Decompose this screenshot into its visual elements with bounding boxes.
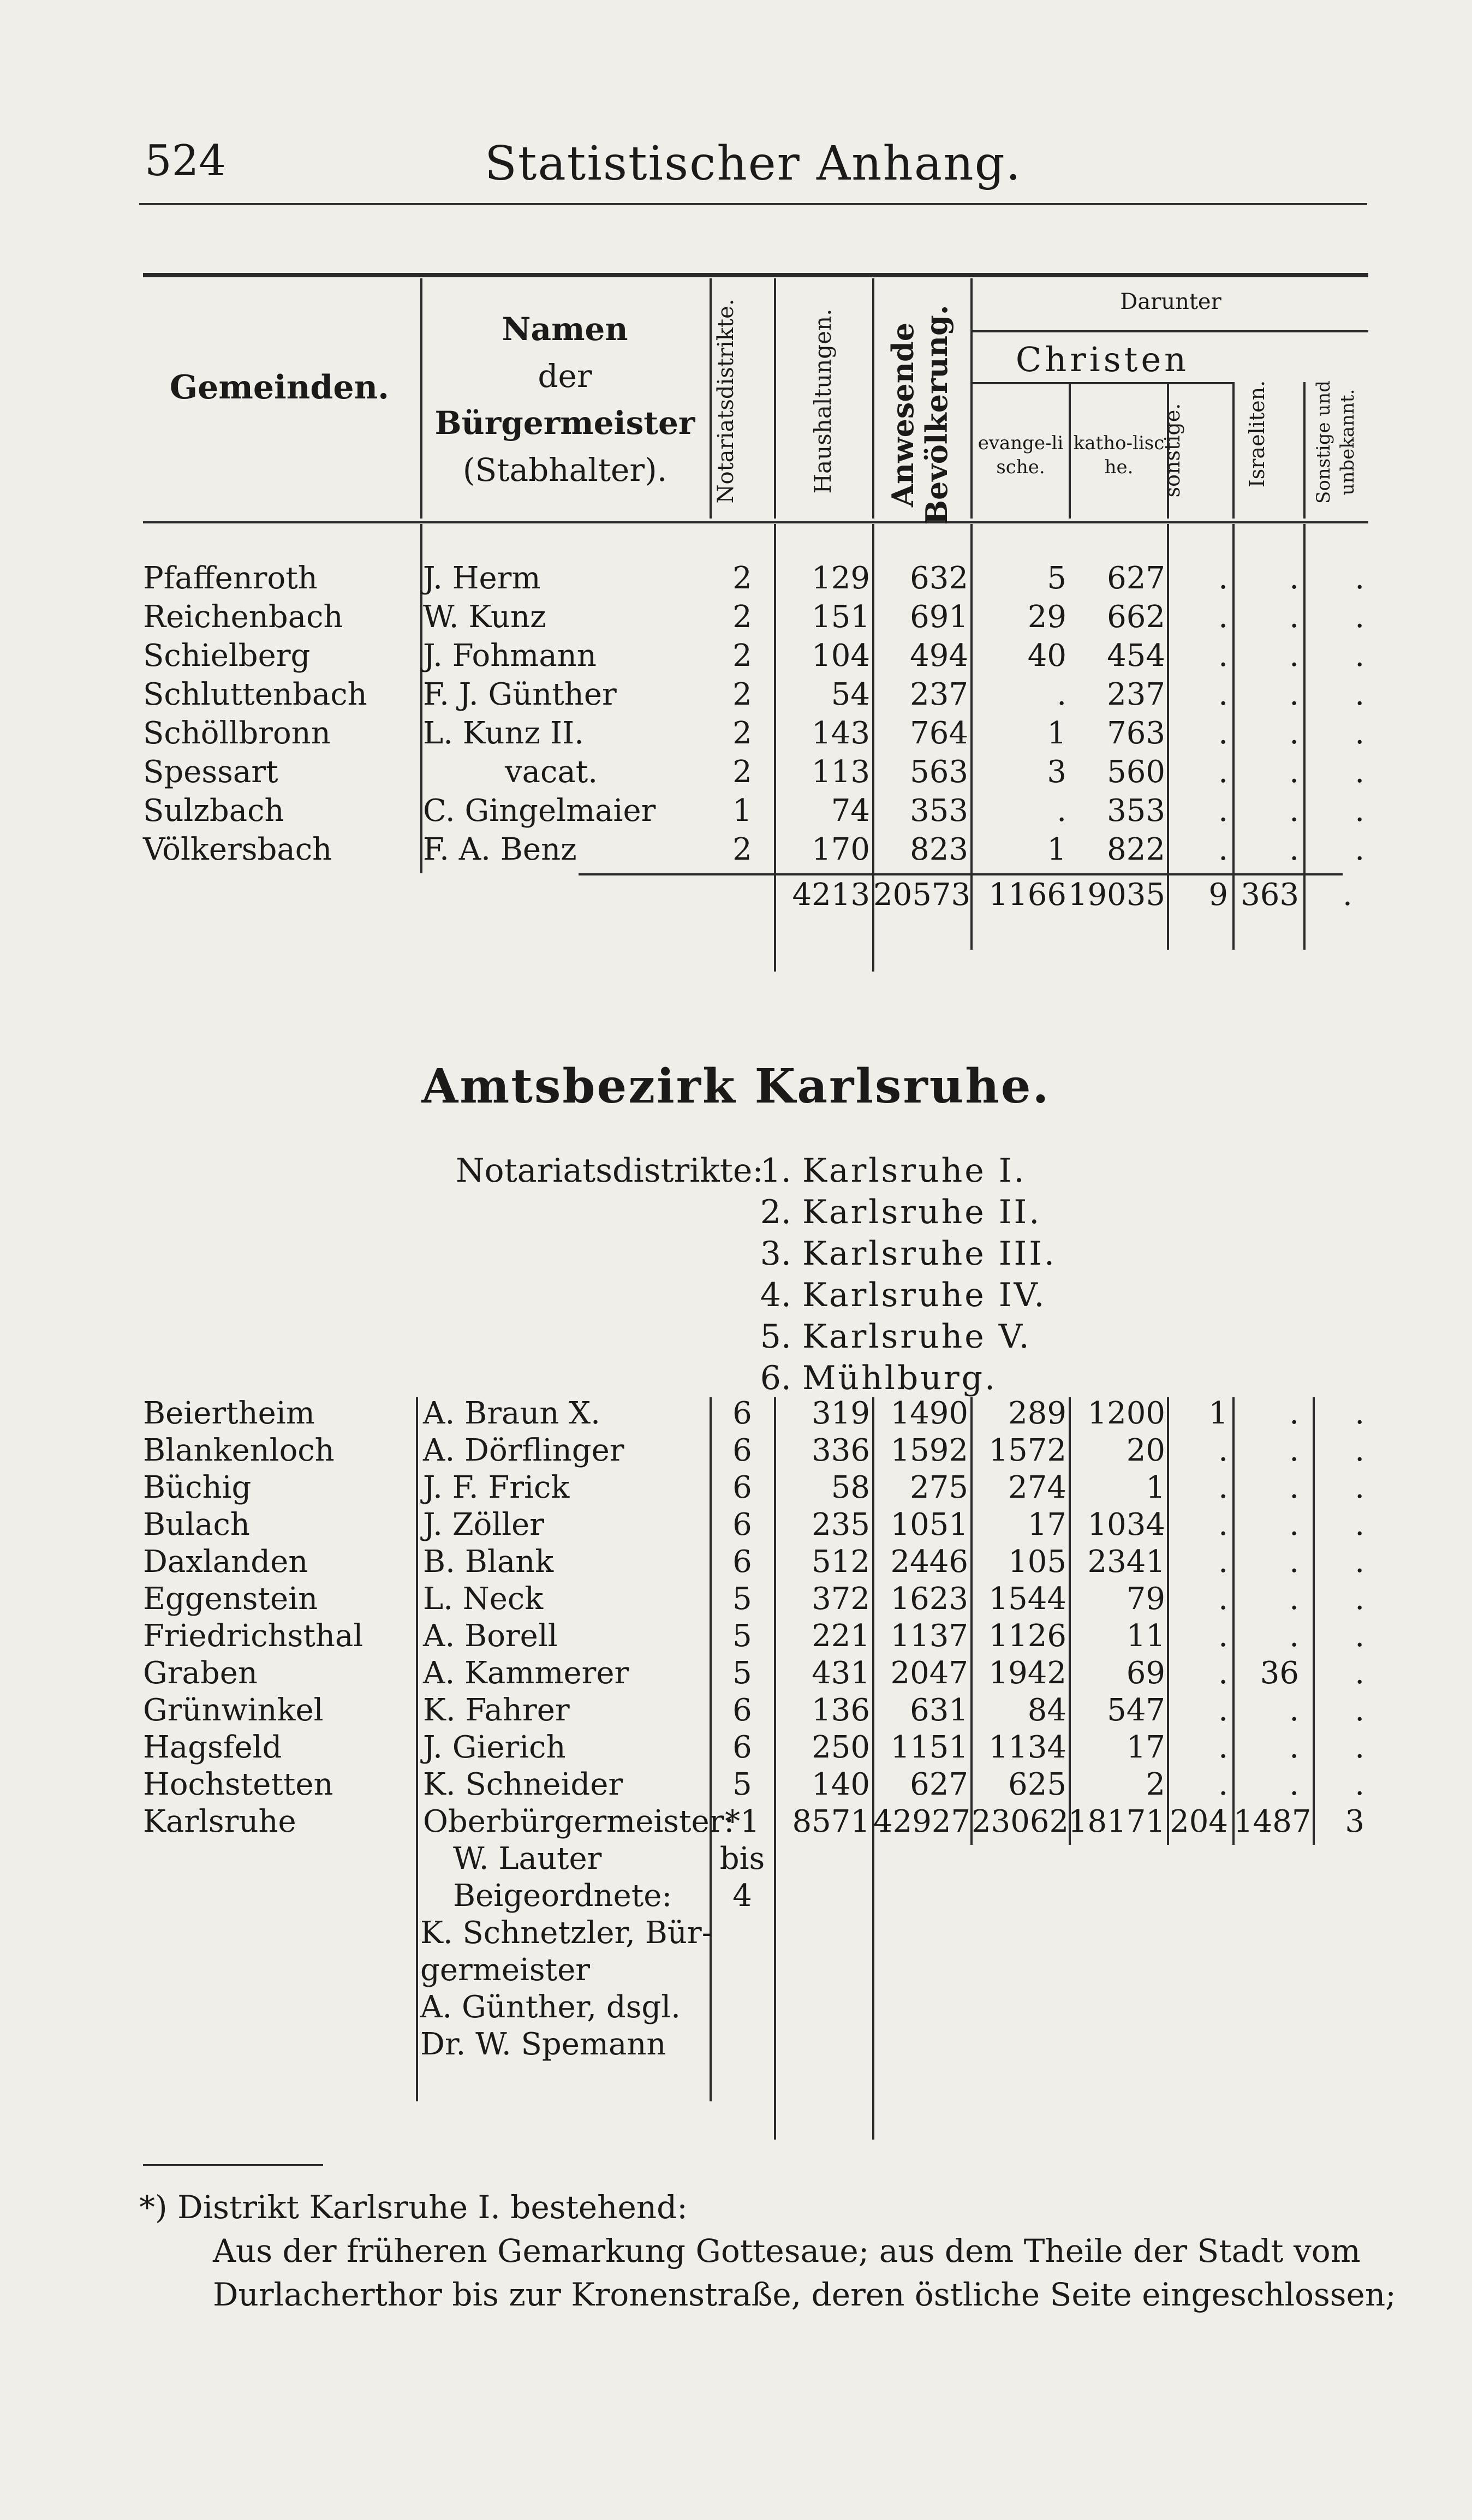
col-katholische: katho-lische. xyxy=(1073,432,1165,478)
table-row xyxy=(0,1395,1472,1433)
table-top-rule xyxy=(143,273,1368,277)
cell-haushaltungen: 336 xyxy=(812,1433,870,1468)
cell-haushaltungen: 129 xyxy=(812,561,870,596)
cell-sonstige: . xyxy=(1218,832,1228,867)
cell-unbekannt: . xyxy=(1355,716,1364,751)
cell-notariatsdistrikt: 2 xyxy=(732,716,752,751)
cell-evangelische: 105 xyxy=(1008,1544,1066,1580)
cell-bevoelkerung: 2047 xyxy=(890,1655,968,1691)
cell-gemeinde: Sulzbach xyxy=(143,793,284,829)
cell-buergermeister: J. Fohmann xyxy=(423,638,597,674)
cell-gemeinde: Spessart xyxy=(143,754,278,790)
cell-bevoelkerung: 627 xyxy=(910,1767,968,1802)
cell-gemeinde: Hochstetten xyxy=(143,1767,333,1802)
cell-israeliten: 36 xyxy=(1260,1655,1299,1691)
cell-evangelische: 1 xyxy=(1047,832,1066,867)
cell-unbekannt: . xyxy=(1355,1693,1364,1728)
cell-haushaltungen: 319 xyxy=(812,1396,870,1431)
footnote-line1: *) Distrikt Karlsruhe I. bestehend: xyxy=(139,2189,688,2226)
cell-buergermeister: A. Braun X. xyxy=(423,1396,600,1431)
cell-israeliten: . xyxy=(1289,561,1299,596)
cell-gemeinde: Grünwinkel xyxy=(143,1693,324,1728)
cell-sonstige: . xyxy=(1218,716,1228,751)
cell-sonstige: . xyxy=(1218,1655,1228,1691)
table-row xyxy=(0,1766,1472,1804)
cell-evangelische: 29 xyxy=(1027,599,1066,635)
cell-katholische: 454 xyxy=(1107,638,1165,674)
cell-israeliten: . xyxy=(1289,1693,1299,1728)
cell-bevoelkerung: 1051 xyxy=(890,1507,968,1542)
divider xyxy=(1303,382,1306,519)
cell-sonstige: . xyxy=(1218,1730,1228,1765)
cell-gemeinde: Schöllbronn xyxy=(143,716,331,751)
cell-bevoelkerung: 1592 xyxy=(890,1433,968,1468)
district-label: Notariatsdistrikte: xyxy=(456,1152,764,1190)
table-row xyxy=(0,831,1472,869)
total-ev: 1166 xyxy=(988,877,1066,913)
cell-notariatsdistrikt: *1 xyxy=(725,1804,760,1839)
cell-sonstige: . xyxy=(1218,1767,1228,1802)
cell-gemeinde: Eggenstein xyxy=(143,1581,318,1617)
cell-gemeinde: Blankenloch xyxy=(143,1433,335,1468)
cell-haushaltungen: 104 xyxy=(812,638,870,674)
table-row xyxy=(0,1691,1472,1730)
table-row-continuation xyxy=(0,1840,1472,1878)
cell-sonstige: . xyxy=(1218,1693,1228,1728)
cell-sonstige: . xyxy=(1218,599,1228,635)
cell-katholische: 1034 xyxy=(1087,1507,1165,1542)
cell-evangelische: 1126 xyxy=(988,1618,1066,1654)
cell-israeliten: . xyxy=(1289,1618,1299,1654)
cell-evangelische: 625 xyxy=(1008,1767,1066,1802)
cell-katholische: 1200 xyxy=(1087,1396,1165,1431)
district-name: Karlsruhe V. xyxy=(802,1318,1032,1356)
table-row xyxy=(0,1469,1472,1507)
cell-evangelische: 1544 xyxy=(988,1581,1066,1617)
cell-katholische: 560 xyxy=(1107,754,1165,790)
table-row xyxy=(0,753,1472,791)
cell-haushaltungen: 431 xyxy=(812,1655,870,1691)
cell-katholische: 2 xyxy=(1146,1767,1165,1802)
district-name: Karlsruhe II. xyxy=(802,1193,1042,1231)
darunter-rule xyxy=(970,330,1368,332)
cell-israeliten: . xyxy=(1289,716,1299,751)
cell-unbekannt: . xyxy=(1355,1730,1364,1765)
cell-gemeinde: Büchig xyxy=(143,1470,252,1505)
cell-bevoelkerung: 1137 xyxy=(890,1618,968,1654)
cell-gemeinde: Friedrichsthal xyxy=(143,1618,363,1654)
cell-buergermeister: vacat. xyxy=(505,754,598,790)
divider xyxy=(420,278,422,519)
cell-evangelische: 289 xyxy=(1008,1396,1066,1431)
cell-haushaltungen: 8571 xyxy=(792,1804,870,1839)
cell-gemeinde: Reichenbach xyxy=(143,599,343,635)
cell-israeliten: . xyxy=(1289,1544,1299,1580)
cell-israeliten: . xyxy=(1289,1581,1299,1617)
cell-buergermeister: F. J. Günther xyxy=(423,677,617,712)
cell-evangelische: 5 xyxy=(1047,561,1066,596)
cell-unbekannt: . xyxy=(1355,599,1364,635)
cell-notariatsdistrikt: 5 xyxy=(732,1655,752,1691)
cell-notariatsdistrikt: 5 xyxy=(732,1581,752,1617)
cell-haushaltungen: 113 xyxy=(812,754,870,790)
cell-israeliten: . xyxy=(1289,1767,1299,1802)
total-sonst: 9 xyxy=(1208,877,1228,913)
cell-buergermeister: A. Dörflinger xyxy=(423,1433,624,1468)
cell-buergermeister: L. Neck xyxy=(423,1581,544,1617)
cell-bevoelkerung: 631 xyxy=(910,1693,968,1728)
cell-notariatsdistrikt: 2 xyxy=(732,832,752,867)
cell-buergermeister: W. Lauter xyxy=(453,1841,602,1876)
cell-buergermeister: J. Herm xyxy=(423,561,541,596)
cell-sonstige: . xyxy=(1218,1544,1228,1580)
cell-sonstige: . xyxy=(1218,754,1228,790)
col-darunter: Darunter xyxy=(1120,289,1221,314)
cell-buergermeister: A. Kammerer xyxy=(423,1655,629,1691)
cell-haushaltungen: 221 xyxy=(812,1618,870,1654)
cell-israeliten: . xyxy=(1289,638,1299,674)
cell-gemeinde: Daxlanden xyxy=(143,1544,308,1580)
total-unb: . xyxy=(1343,877,1352,913)
cell-katholische: 547 xyxy=(1107,1693,1165,1728)
namen-line1: Namen xyxy=(502,311,628,348)
district-number: 3. xyxy=(760,1235,791,1273)
col-haushaltungen: Haushaltungen. xyxy=(809,308,836,494)
cell-gemeinde: Karlsruhe xyxy=(143,1804,296,1839)
page-number: 524 xyxy=(145,136,226,186)
cell-katholische: 353 xyxy=(1107,793,1165,829)
table-row xyxy=(0,1617,1472,1655)
table-row xyxy=(0,1543,1472,1581)
cell-notariatsdistrikt: 6 xyxy=(732,1433,752,1468)
cell-bevoelkerung: 353 xyxy=(910,793,968,829)
cell-buergermeister: J. Gierich xyxy=(423,1730,566,1765)
cell-evangelische: 274 xyxy=(1008,1470,1066,1505)
cell-katholische: 18171 xyxy=(1068,1804,1165,1839)
cell-notariatsdistrikt: 6 xyxy=(732,1507,752,1542)
cell-buergermeister: K. Fahrer xyxy=(423,1693,570,1728)
cell-notariatsdistrikt: 6 xyxy=(732,1693,752,1728)
cell-unbekannt: . xyxy=(1355,1655,1364,1691)
footnote-line3: Durlacherthor bis zur Kronenstraße, deren östliche Seite eingeschlossen; xyxy=(213,2276,1396,2313)
cell-katholische: 763 xyxy=(1107,716,1165,751)
cell-israeliten: . xyxy=(1289,1396,1299,1431)
cell-evangelische: 3 xyxy=(1047,754,1066,790)
namen-line4: (Stabhalter). xyxy=(462,451,668,488)
cell-unbekannt: . xyxy=(1355,638,1364,674)
col-notariatsdistrikte: Notariatsdistrikte. xyxy=(713,299,738,504)
cell-buergermeister: J. F. Frick xyxy=(423,1470,570,1505)
cell-unbekannt: 3 xyxy=(1345,1804,1364,1839)
footnote-line2: Aus der früheren Gemarkung Gottesaue; aus dem Theile der Stadt vom xyxy=(213,2232,1361,2269)
cell-haushaltungen: 372 xyxy=(812,1581,870,1617)
cell-unbekannt: . xyxy=(1355,1581,1364,1617)
cell-katholische: 822 xyxy=(1107,832,1165,867)
district-number: 5. xyxy=(760,1318,791,1356)
district-number: 4. xyxy=(760,1276,791,1314)
cell-bevoelkerung: 1490 xyxy=(890,1396,968,1431)
cell-israeliten: . xyxy=(1289,1470,1299,1505)
footnote-rule xyxy=(143,2164,323,2166)
cell-gemeinde: Schluttenbach xyxy=(143,677,367,712)
cell-bevoelkerung: 494 xyxy=(910,638,968,674)
cell-buergermeister: K. Schnetzler, Bür- xyxy=(420,1915,712,1951)
divider xyxy=(1232,382,1235,519)
cell-sonstige: . xyxy=(1218,1507,1228,1542)
section-title: Amtsbezirk Karlsruhe. xyxy=(421,1059,1051,1114)
cell-buergermeister: B. Blank xyxy=(423,1544,554,1580)
cell-unbekannt: . xyxy=(1355,793,1364,829)
cell-bevoelkerung: 42927 xyxy=(873,1804,971,1839)
cell-katholische: 627 xyxy=(1107,561,1165,596)
cell-katholische: 11 xyxy=(1126,1618,1165,1654)
total-kath: 19035 xyxy=(1068,877,1165,913)
table-row xyxy=(0,559,1472,598)
sum-rule xyxy=(579,873,1343,875)
cell-katholische: 17 xyxy=(1126,1730,1165,1765)
cell-gemeinde: Pfaffenroth xyxy=(143,561,318,596)
cell-notariatsdistrikt: 6 xyxy=(732,1396,752,1431)
cell-evangelische: 1134 xyxy=(988,1730,1066,1765)
table-row xyxy=(0,676,1472,714)
cell-katholische: 662 xyxy=(1107,599,1165,635)
col-bevoelkerung xyxy=(886,297,957,532)
cell-gemeinde: Bulach xyxy=(143,1507,250,1542)
cell-israeliten: . xyxy=(1289,793,1299,829)
cell-katholische: 79 xyxy=(1126,1581,1165,1617)
cell-haushaltungen: 74 xyxy=(831,793,870,829)
cell-evangelische: 84 xyxy=(1027,1693,1066,1728)
cell-notariatsdistrikt: 6 xyxy=(732,1544,752,1580)
col-namen xyxy=(423,306,707,493)
cell-evangelische: 1572 xyxy=(988,1433,1066,1468)
district-name: Karlsruhe III. xyxy=(802,1235,1057,1273)
cell-buergermeister: K. Schneider xyxy=(423,1767,623,1802)
cell-israeliten: . xyxy=(1289,832,1299,867)
cell-buergermeister: Oberbürgermeister: xyxy=(423,1804,735,1839)
cell-israeliten: 1487 xyxy=(1233,1804,1312,1839)
cell-buergermeister: Dr. W. Spemann xyxy=(420,2027,666,2062)
col-sonstige: sonstige. xyxy=(1160,403,1184,498)
cell-israeliten: . xyxy=(1289,599,1299,635)
cell-katholische: 1 xyxy=(1146,1470,1165,1505)
cell-evangelische: 1942 xyxy=(988,1655,1066,1691)
cell-sonstige: . xyxy=(1218,638,1228,674)
cell-buergermeister: J. Zöller xyxy=(423,1507,545,1542)
cell-sonstige: . xyxy=(1218,1433,1228,1468)
running-head xyxy=(139,136,1367,196)
cell-notariatsdistrikt: 5 xyxy=(732,1767,752,1802)
cell-bevoelkerung: 2446 xyxy=(890,1544,968,1580)
cell-buergermeister: W. Kunz xyxy=(423,599,546,635)
cell-unbekannt: . xyxy=(1355,561,1364,596)
cell-notariatsdistrikt: bis xyxy=(719,1841,765,1876)
cell-unbekannt: . xyxy=(1355,677,1364,712)
district-name: Karlsruhe IV. xyxy=(802,1276,1047,1314)
cell-katholische: 69 xyxy=(1126,1655,1165,1691)
total-isr: 363 xyxy=(1241,877,1299,913)
table-row-continuation xyxy=(0,1877,1472,1915)
district-number: 6. xyxy=(760,1359,791,1397)
cell-gemeinde: Hagsfeld xyxy=(143,1730,282,1765)
cell-sonstige: . xyxy=(1218,561,1228,596)
cell-bevoelkerung: 1151 xyxy=(890,1730,968,1765)
table-row xyxy=(0,1729,1472,1767)
table-row-continuation xyxy=(0,1988,1472,2027)
cell-evangelische: 40 xyxy=(1027,638,1066,674)
cell-haushaltungen: 136 xyxy=(812,1693,870,1728)
table-row-continuation xyxy=(0,2025,1472,2064)
head-rule xyxy=(139,203,1367,205)
cell-haushaltungen: 143 xyxy=(812,716,870,751)
cell-notariatsdistrikt: 2 xyxy=(732,561,752,596)
table-row xyxy=(0,1803,1472,1841)
cell-israeliten: . xyxy=(1289,1433,1299,1468)
cell-buergermeister: A. Günther, dsgl. xyxy=(420,1989,681,2025)
cell-bevoelkerung: 1623 xyxy=(890,1581,968,1617)
bev-line1: Anwesende xyxy=(885,322,920,508)
cell-katholische: 20 xyxy=(1126,1433,1165,1468)
cell-unbekannt: . xyxy=(1355,754,1364,790)
cell-unbekannt: . xyxy=(1355,1470,1364,1505)
cell-notariatsdistrikt: 2 xyxy=(732,754,752,790)
table-row xyxy=(0,792,1472,830)
cell-unbekannt: . xyxy=(1355,1396,1364,1431)
table-row-totals xyxy=(0,876,1472,914)
cell-bevoelkerung: 764 xyxy=(910,716,968,751)
col-evangelische: evange-lische. xyxy=(978,432,1064,478)
cell-evangelische: 1 xyxy=(1047,716,1066,751)
cell-notariatsdistrikt: 2 xyxy=(732,638,752,674)
district-number: 1. xyxy=(760,1152,791,1190)
cell-notariatsdistrikt: 5 xyxy=(732,1618,752,1654)
cell-buergermeister: germeister xyxy=(420,1952,591,1988)
cell-katholische: 237 xyxy=(1107,677,1165,712)
cell-notariatsdistrikt: 2 xyxy=(732,677,752,712)
cell-sonstige: 1 xyxy=(1208,1396,1228,1431)
divider xyxy=(970,278,973,519)
district-number: 2. xyxy=(760,1193,791,1231)
divider xyxy=(1069,382,1071,519)
cell-evangelische: . xyxy=(1057,793,1066,829)
cell-unbekannt: . xyxy=(1355,832,1364,867)
cell-bevoelkerung: 823 xyxy=(910,832,968,867)
table-row xyxy=(0,1506,1472,1544)
table-row-continuation xyxy=(0,1914,1472,1952)
cell-notariatsdistrikt: 6 xyxy=(732,1730,752,1765)
page-title: Statistischer Anhang. xyxy=(485,136,1022,191)
header-bottom-rule xyxy=(143,521,1368,523)
cell-israeliten: . xyxy=(1289,1507,1299,1542)
cell-buergermeister: A. Borell xyxy=(423,1618,558,1654)
table-row xyxy=(0,1432,1472,1470)
cell-unbekannt: . xyxy=(1355,1767,1364,1802)
cell-sonstige: 204 xyxy=(1170,1804,1228,1839)
cell-evangelische: 23062 xyxy=(972,1804,1069,1839)
divider xyxy=(774,278,776,519)
cell-bevoelkerung: 275 xyxy=(910,1470,968,1505)
cell-bevoelkerung: 691 xyxy=(910,599,968,635)
cell-buergermeister: C. Gingelmaier xyxy=(423,793,656,829)
cell-notariatsdistrikt: 1 xyxy=(732,793,752,829)
cell-haushaltungen: 151 xyxy=(812,599,870,635)
cell-unbekannt: . xyxy=(1355,1507,1364,1542)
cell-sonstige: . xyxy=(1218,1470,1228,1505)
table-row xyxy=(0,1580,1472,1618)
cell-israeliten: . xyxy=(1289,677,1299,712)
cell-haushaltungen: 235 xyxy=(812,1507,870,1542)
cell-bevoelkerung: 563 xyxy=(910,754,968,790)
cell-gemeinde: Völkersbach xyxy=(143,832,332,867)
col-israeliten: Israeliten. xyxy=(1245,380,1269,488)
cell-notariatsdistrikt: 2 xyxy=(732,599,752,635)
cell-evangelische: 17 xyxy=(1027,1507,1066,1542)
cell-haushaltungen: 512 xyxy=(812,1544,870,1580)
table-row-continuation xyxy=(0,1951,1472,1989)
cell-notariatsdistrikt: 4 xyxy=(732,1878,752,1914)
cell-bevoelkerung: 237 xyxy=(910,677,968,712)
cell-israeliten: . xyxy=(1289,754,1299,790)
cell-notariatsdistrikt: 6 xyxy=(732,1470,752,1505)
cell-haushaltungen: 250 xyxy=(812,1730,870,1765)
cell-katholische: 2341 xyxy=(1087,1544,1165,1580)
col-gemeinden: Gemeinden. xyxy=(169,368,390,407)
cell-evangelische: . xyxy=(1057,677,1066,712)
cell-sonstige: . xyxy=(1218,793,1228,829)
cell-sonstige: . xyxy=(1218,677,1228,712)
cell-haushaltungen: 140 xyxy=(812,1767,870,1802)
table-row xyxy=(0,598,1472,636)
table-row xyxy=(0,714,1472,753)
district-name: Mühlburg. xyxy=(802,1359,998,1397)
cell-gemeinde: Graben xyxy=(143,1655,258,1691)
cell-sonstige: . xyxy=(1218,1618,1228,1654)
cell-unbekannt: . xyxy=(1355,1433,1364,1468)
christen-rule xyxy=(970,382,1232,384)
cell-bevoelkerung: 632 xyxy=(910,561,968,596)
cell-unbekannt: . xyxy=(1355,1544,1364,1580)
cell-unbekannt: . xyxy=(1355,1618,1364,1654)
cell-buergermeister: Beigeordnete: xyxy=(453,1878,672,1914)
col-sonstige-unbekannt: Sonstige und unbekannt. xyxy=(1313,380,1358,504)
table-row xyxy=(0,637,1472,675)
total-hh: 4213 xyxy=(792,877,870,913)
table-row xyxy=(0,1654,1472,1693)
cell-sonstige: . xyxy=(1218,1581,1228,1617)
cell-haushaltungen: 58 xyxy=(831,1470,870,1505)
namen-line3: Bürgermeister xyxy=(434,404,695,442)
cell-gemeinde: Schielberg xyxy=(143,638,311,674)
namen-line2: der xyxy=(538,358,592,395)
cell-gemeinde: Beiertheim xyxy=(143,1396,315,1431)
total-bev: 20573 xyxy=(873,877,971,913)
cell-haushaltungen: 54 xyxy=(831,677,870,712)
cell-buergermeister: F. A. Benz xyxy=(423,832,577,867)
cell-haushaltungen: 170 xyxy=(812,832,870,867)
divider xyxy=(872,278,874,519)
district-name: Karlsruhe I. xyxy=(802,1152,1027,1190)
col-christen: Christen xyxy=(1015,339,1190,379)
cell-buergermeister: L. Kunz II. xyxy=(423,716,584,751)
bev-line2: Bevölkerung. xyxy=(919,305,954,525)
cell-israeliten: . xyxy=(1289,1730,1299,1765)
